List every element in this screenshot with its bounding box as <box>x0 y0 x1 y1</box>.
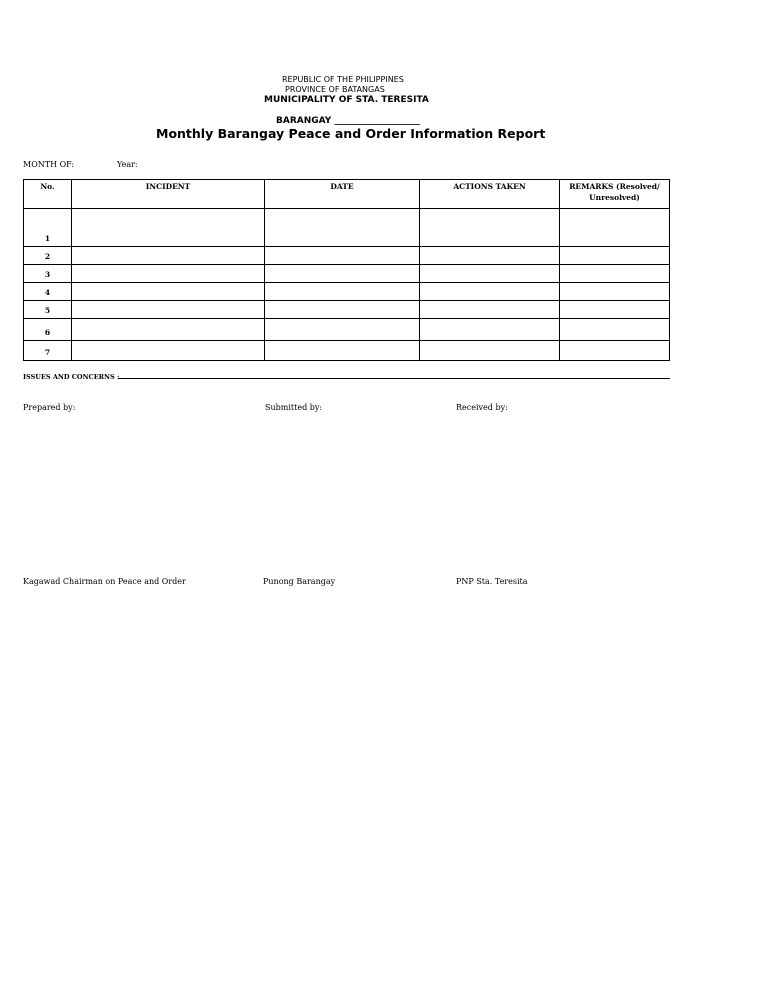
submitted-by-title: Punong Barangay <box>263 577 336 586</box>
report-title: Monthly Barangay Peace and Order Information Report <box>156 126 546 141</box>
received-by-label: Received by: <box>456 403 508 412</box>
table-row <box>24 301 670 319</box>
row-number: 2 <box>24 247 72 265</box>
incident-cell[interactable] <box>72 283 265 301</box>
date-cell[interactable] <box>265 283 420 301</box>
header-no: No. <box>24 180 72 209</box>
republic-line: REPUBLIC OF THE PHILIPPINES <box>282 75 404 84</box>
incident-cell[interactable] <box>72 265 265 283</box>
table-row <box>24 283 670 301</box>
prepared-by-title: Kagawad Chairman on Peace and Order <box>23 577 186 586</box>
table-row <box>24 319 670 341</box>
date-cell[interactable] <box>265 341 420 361</box>
incident-table <box>23 179 670 361</box>
date-cell[interactable] <box>265 209 420 247</box>
province-line: PROVINCE OF BATANGAS <box>285 85 385 94</box>
received-by-title: PNP Sta. Teresita <box>456 577 528 586</box>
actions-cell[interactable] <box>420 265 560 283</box>
submitted-by-label: Submitted by: <box>265 403 323 412</box>
row-number: 3 <box>24 265 72 283</box>
date-cell[interactable] <box>265 301 420 319</box>
remarks-cell[interactable] <box>560 247 670 265</box>
remarks-cell[interactable] <box>560 209 670 247</box>
actions-cell[interactable] <box>420 247 560 265</box>
barangay-line: BARANGAY ___________________ <box>276 116 420 126</box>
row-number: 4 <box>24 283 72 301</box>
date-cell[interactable] <box>265 319 420 341</box>
header-date: DATE <box>265 180 420 209</box>
actions-cell[interactable] <box>420 301 560 319</box>
date-cell[interactable] <box>265 265 420 283</box>
row-number: 6 <box>24 319 72 341</box>
actions-cell[interactable] <box>420 209 560 247</box>
remarks-cell[interactable] <box>560 319 670 341</box>
incident-cell[interactable] <box>72 247 265 265</box>
row-number: 5 <box>24 301 72 319</box>
year-label: Year: <box>117 160 138 169</box>
issues-underline[interactable] <box>118 378 670 379</box>
row-number: 7 <box>24 341 72 361</box>
prepared-by-label: Prepared by: <box>23 403 76 412</box>
row-number: 1 <box>24 209 72 247</box>
table-row <box>24 341 670 361</box>
remarks-cell[interactable] <box>560 283 670 301</box>
remarks-cell[interactable] <box>560 265 670 283</box>
incident-cell[interactable] <box>72 301 265 319</box>
table-row <box>24 209 670 247</box>
header-incident: INCIDENT <box>72 180 265 209</box>
remarks-cell[interactable] <box>560 301 670 319</box>
actions-cell[interactable] <box>420 283 560 301</box>
issues-label: ISSUES AND CONCERNS : <box>23 373 120 381</box>
table-row <box>24 265 670 283</box>
table-row <box>24 247 670 265</box>
actions-cell[interactable] <box>420 341 560 361</box>
month-label: MONTH OF: <box>23 160 75 169</box>
incident-cell[interactable] <box>72 341 265 361</box>
date-cell[interactable] <box>265 247 420 265</box>
incident-cell[interactable] <box>72 319 265 341</box>
remarks-cell[interactable] <box>560 341 670 361</box>
header-remarks: REMARKS (Resolved/ Unresolved) <box>560 180 670 209</box>
actions-cell[interactable] <box>420 319 560 341</box>
municipality-line: MUNICIPALITY OF STA. TERESITA <box>264 95 429 105</box>
incident-cell[interactable] <box>72 209 265 247</box>
header-actions-taken: ACTIONS TAKEN <box>420 180 560 209</box>
table-header-row <box>24 180 670 209</box>
